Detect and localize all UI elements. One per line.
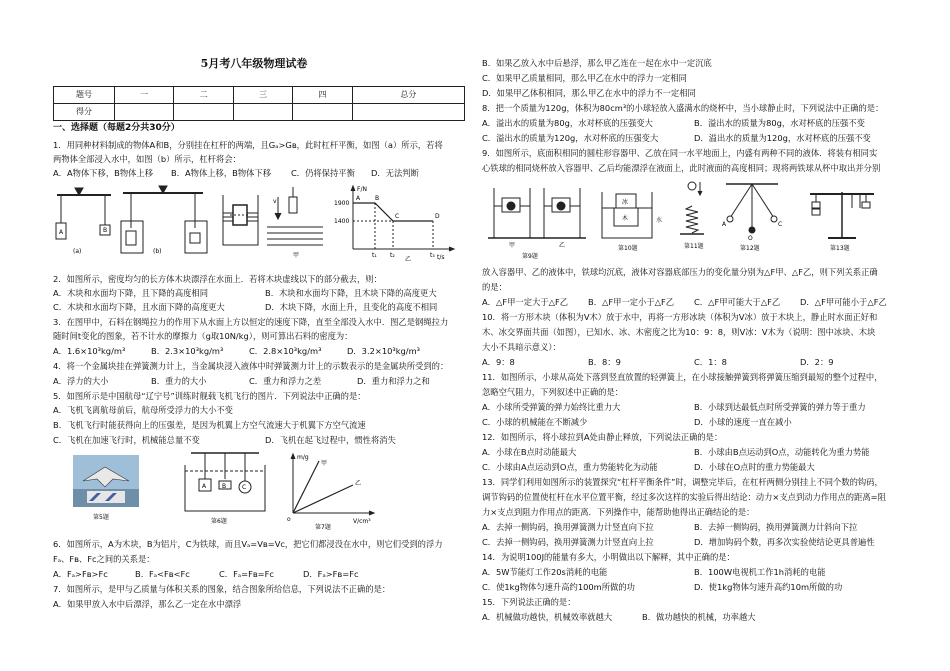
caption-q12: 第12题 — [740, 245, 760, 252]
q8-option-d[interactable]: D．溢出水的质量为120g，水对杯底的压强不变 — [694, 133, 871, 143]
q5-option-d[interactable]: D．飞机在起飞过程中，惯性将消失 — [265, 435, 396, 445]
q15-stem: 15．下列说法正确的是： — [482, 597, 576, 607]
q10-stem-line3: 大小不具暗示意义）： — [482, 342, 561, 352]
label-water: 水 — [656, 217, 663, 224]
score-row-label: 得分 — [54, 104, 115, 121]
score-header: 四 — [293, 87, 352, 104]
q3-options — [53, 347, 420, 355]
axis-t: t/s — [437, 254, 445, 261]
caption-q11: 第11题 — [684, 243, 704, 250]
q14-option-d[interactable]: D．使1kg物体匀速升高约10m所做的功 — [694, 582, 843, 592]
q4-option-b[interactable]: B．重力的大小 — [151, 376, 207, 386]
q3-stem-line1: 3．在图甲中，石料在钢绳拉力的作用下从水面上方以恒定的速度下降，直至全部没入水中．图乙是钢绳拉力 — [53, 317, 449, 327]
point-c: C — [395, 213, 400, 220]
tank-figure — [185, 453, 265, 511]
q9-stem-line4: 的是： — [482, 282, 507, 292]
score-header: 题号 — [54, 87, 115, 104]
q7-option-a[interactable]: A．如果甲放入水中后漂浮，那么乙一定在水中漂浮 — [53, 599, 242, 609]
q10-stem-line1: 10．将一方形木块（体积为V木）放于水中，再将一方形冰块（体积为V冰）放于木块上，静止时水面正好和 — [482, 312, 878, 322]
score-row — [54, 104, 465, 121]
q12-options-row1 — [482, 448, 870, 456]
q11-option-d[interactable]: D．小球的速度一直在减小 — [694, 417, 792, 427]
q13-option-a[interactable]: A．去掉一侧钩码，换用弹簧测力计竖直向下拉 — [482, 522, 654, 532]
q11-options-row1 — [482, 403, 866, 411]
label-v: v — [273, 198, 277, 205]
lever-stand-figure — [810, 192, 874, 238]
q2-option-d[interactable]: D．木块下降，水面上升，且变化的高度不相同 — [265, 302, 438, 312]
q14-options-row2 — [482, 583, 842, 591]
tick-1400: 1400 — [334, 218, 350, 225]
axis-m: m/g — [297, 454, 309, 461]
q15-option-a[interactable]: A．机械做功越快，机械效率就越大 — [482, 612, 613, 622]
q5-option-c[interactable]: C．飞机在加速飞行时，机械能总量不变 — [53, 435, 200, 445]
q11-stem-line1: 11．如图所示，小球从高处下落到竖直放置的轻弹簧上，在小球接触弹簧到将弹簧压缩到最短的整个过程中， — [482, 372, 883, 382]
pendulum-figure — [726, 184, 778, 233]
q9-option-a[interactable]: A．△F甲一定大于△F乙 — [482, 297, 569, 307]
q6-option-b[interactable]: B．Fₐ<Fʙ<Fᴄ — [135, 569, 190, 579]
score-header: 总分 — [352, 87, 464, 104]
q10-options — [482, 358, 834, 366]
q1-stem-line1: 1．用同种材料制成的物体A和B，分别挂在杠杆的两端，且Gₐ>Gʙ，此时杠杆平衡，如图（a）所示，若将 — [53, 140, 443, 150]
beaker-figure — [223, 195, 258, 245]
q5-options-row — [53, 436, 396, 444]
point-c12: C — [778, 221, 783, 228]
q14-option-a[interactable]: A．5W节能灯工作20s消耗的电能 — [482, 567, 608, 577]
exam-title: 5月考八年级物理试卷 — [200, 57, 308, 70]
obj-b: B — [222, 483, 227, 490]
score-header: 一 — [115, 87, 174, 104]
obj-a: A — [202, 483, 207, 490]
q12-option-b[interactable]: B．小球由B点运动到O点，动能转化为重力势能 — [694, 447, 870, 457]
point-a12: A — [722, 221, 727, 228]
caption-q6: 第6题 — [211, 518, 227, 525]
score-cell[interactable] — [115, 104, 174, 121]
q9-stem-line1: 9．如图所示，底面积相同的圆柱形容器甲、乙放在同一水平地面上，内盛有两种不同的液体．将装有相同实 — [482, 148, 878, 158]
q13-options-row1 — [482, 523, 857, 531]
caption-q13: 第13题 — [830, 245, 850, 252]
q5-q7-figures — [53, 451, 465, 531]
q14-options-row1 — [482, 568, 826, 576]
q13-option-c[interactable]: C．去掉一侧钩码，换用弹簧测力计竖直向上拉 — [482, 537, 654, 547]
q7-option-d[interactable]: D．如果甲乙体积相同，那么甲乙在水中的浮力不一定相同 — [482, 88, 696, 98]
q6-option-c[interactable]: C．Fₐ=Fʙ=Fᴄ — [219, 569, 274, 579]
q14-option-b[interactable]: B．100W电视机工作1h消耗的电能 — [694, 567, 826, 577]
q13-option-d[interactable]: D．增加钩码个数，再多次实验使结论更具普遍性 — [694, 537, 875, 547]
axis-vol: V/cm³ — [353, 518, 371, 525]
obj-c: C — [242, 484, 247, 491]
containers-figure — [488, 188, 586, 238]
q8-option-a[interactable]: A．溢出水的质量为80g，水对杯底的压强变大 — [482, 118, 653, 128]
q9-option-c[interactable]: C．△F甲可能大于△F乙 — [694, 297, 781, 307]
q9-stem-line2: 心铁球的相同烧杯放入容器甲、乙后均能漂浮在液面上，此时液面的高度相同；现将两铁球从杯中取出并分别 — [482, 163, 881, 173]
q1-q3-figures — [53, 183, 465, 263]
q7-option-b[interactable]: B．如果乙放入水中后悬浮，那么甲乙连在一起在水中一定沉底 — [482, 58, 712, 68]
q2-stem: 2．如图所示，密度均匀的长方体木块漂浮在水面上．若将木块虚线以下的部分截去，则： — [53, 274, 382, 284]
q3-option-d[interactable]: D．3.2×10³kg/m³ — [347, 346, 420, 356]
q12-option-c[interactable]: C．小球由A点运动到O点，重力势能转化为动能 — [482, 462, 658, 472]
caption-a: (a) — [73, 248, 82, 255]
spring-figure — [680, 182, 704, 234]
q13-option-b[interactable]: B．去掉一侧钩码，换用弹簧测力计斜向下拉 — [694, 522, 858, 532]
q5-option-b[interactable]: B．飞机飞行时能获得向上的压强差，是因为机翼上方空气流速大于机翼下方空气流速 — [53, 420, 366, 430]
label-a1: A — [59, 229, 64, 236]
q10-stem-line2: 木、冰交界面共面（如图），已知水、冰、木密度之比为10：9：8，则V冰：V木为（说明：图中冰块、木块 — [482, 327, 876, 337]
q2-option-a[interactable]: A．木块和水面均下降，且下降的高度相同 — [53, 288, 209, 298]
tick-t3: t₃ — [430, 252, 435, 259]
carrier-photo — [73, 455, 139, 507]
section-heading: 一、选择题（每题2分共30分） — [53, 123, 180, 133]
q14-stem: 14．为说明100J的能量有多大，小明做出以下解释，其中正确的是： — [482, 552, 735, 562]
q7-option-c[interactable]: C．如果甲乙质量相同，那么甲乙在水中的浮力一定相同 — [482, 73, 687, 83]
q13-stem-line1: 13．同学们利用如图所示的装置探究“杠杆平衡条件”时，调整完毕后，在杠杆两侧分别挂上不同个数的钩码， — [482, 477, 883, 487]
q11-option-b[interactable]: B．小球到达最低点时所受弹簧的弹力等于重力 — [694, 402, 866, 412]
q12-option-a[interactable]: A．小球在B点时动能最大 — [482, 447, 577, 457]
q14-option-c[interactable]: C．使1kg物体匀速升高约100m所做的功 — [482, 582, 635, 592]
q2-options-row2 — [53, 303, 437, 311]
q4-option-a[interactable]: A．浮力的大小 — [53, 376, 109, 386]
line-jia: 甲 — [321, 460, 328, 467]
label-b1: B — [103, 227, 108, 234]
point-o12: O — [748, 235, 753, 242]
q8-options-row2 — [482, 134, 871, 142]
score-cell[interactable] — [233, 104, 292, 121]
q4-option-d[interactable]: D．重力和浮力之和 — [357, 376, 430, 386]
q6-stem-line2: Fₐ、Fʙ、Fᴄ之间的关系是： — [53, 554, 155, 564]
mass-volume-graph — [291, 454, 374, 515]
q6-option-a[interactable]: A．Fₐ>Fʙ>Fᴄ — [53, 569, 108, 579]
score-cell[interactable] — [293, 104, 352, 121]
caption-b: (b) — [153, 248, 162, 255]
q13-stem-line2: 调节钩码的位置使杠杆在水平位置平衡，经过多次这样的实验后得出结论：动力×支点到动力作用点的距离=阻 — [482, 492, 886, 502]
q3-option-a[interactable]: A．1.6×10³kg/m³ — [53, 346, 126, 356]
stone-figure — [267, 187, 323, 245]
origin: o — [287, 516, 291, 523]
q8-option-b[interactable]: B．溢出水的质量为80g，水对杯底的压强不变 — [694, 118, 865, 128]
score-table — [53, 86, 465, 121]
tick-1900: 1900 — [334, 200, 350, 207]
caption-q7: 第7题 — [315, 524, 331, 531]
caption-q10: 第10题 — [618, 245, 638, 252]
q1-option-d[interactable]: D．无法判断 — [371, 168, 419, 178]
q15-options — [482, 613, 756, 621]
q8-option-c[interactable]: C．溢出水的质量为120g，水对杯底的压强变大 — [482, 133, 659, 143]
q11-options-row2 — [482, 418, 792, 426]
q2-option-c[interactable]: C．木块和水面均下降，且水面下降的高度更大 — [53, 302, 225, 312]
q3-option-b[interactable]: B．2.3×10³kg/m³ — [151, 346, 224, 356]
q2-options-row1 — [53, 289, 437, 297]
q9-q13-figures — [482, 178, 912, 260]
score-header-row — [54, 87, 465, 104]
q9-options — [482, 298, 887, 306]
container-yi: 乙 — [559, 242, 566, 249]
q4-options — [53, 377, 430, 385]
q5-stem: 5．如图所示是中国航母“辽宁号”训练时舰载飞机飞行的图片．下列说法中正确的是： — [53, 391, 366, 401]
score-cell[interactable] — [174, 104, 233, 121]
q13-stem-line3: 力×支点到阻力作用点的距离．下列操作中，能帮助他得出正确结论的是： — [482, 507, 755, 517]
q9-option-b[interactable]: B．△F甲一定小于△F乙 — [588, 297, 675, 307]
label-yi1: 乙 — [405, 256, 412, 263]
q5-option-a[interactable]: A．飞机飞离航母前后，航母所受浮力的大小不变 — [53, 405, 233, 415]
q12-option-d[interactable]: D．小球在O点时的重力势能最大 — [694, 462, 815, 472]
score-cell[interactable] — [352, 104, 464, 121]
q3-option-c[interactable]: C．2.8×10³kg/m³ — [249, 346, 322, 356]
q8-options-row1 — [482, 119, 865, 127]
q10-option-b[interactable]: B．8：9 — [588, 357, 621, 367]
q7-stem: 7．如图所示，是甲与乙质量与体积关系的图象，结合图象所给信息，下列说法不正确的是： — [53, 584, 391, 594]
q12-stem: 12．如图所示，将小球拉到A处由静止释放，下列说法正确的是： — [482, 432, 723, 442]
q2-option-b[interactable]: B．木块和水面均下降，且木块下降的高度更大 — [265, 288, 437, 298]
q4-stem: 4．将一个金属块挂在弹簧测力计上，当金属块浸入液体中时弹簧测力计上的示数表示的是金属块所受到的： — [53, 361, 449, 371]
tick-t1: t₁ — [372, 252, 377, 259]
point-d: D — [435, 213, 440, 220]
q6-option-d[interactable]: D．Fₐ>Fʙ=Fᴄ — [303, 569, 359, 579]
q3-stem-line2: 随时间t变化的图象，若不计水的摩擦力（g取10N/kg），则可算出石料的密度为： — [53, 331, 353, 341]
point-b: B — [375, 195, 380, 202]
block-ice: 冰 — [622, 199, 629, 206]
tick-t2: t₂ — [390, 252, 395, 259]
line-yi: 乙 — [355, 480, 362, 487]
q4-option-c[interactable]: C．重力和浮力之差 — [249, 376, 322, 386]
block-wood: 木 — [622, 215, 629, 222]
q6-options — [53, 570, 359, 578]
q11-stem-line2: 忽略空气阻力，下列叙述中正确的是： — [482, 387, 624, 397]
q10-option-c[interactable]: C．1：8 — [694, 357, 727, 367]
q9-stem-line3: 放入容器甲、乙的液体中，铁球均沉底，液体对容器底部压力的变化量分别为△F甲、△F乙，则下列关系正确 — [482, 267, 878, 277]
q1-option-a[interactable]: A．A物体下移，B物体上移 — [53, 168, 154, 178]
q11-option-a[interactable]: A．小球所受弹簧的弹力始终比重力大 — [482, 402, 621, 412]
q8-stem: 8．把一个质量为120g，体积为80cm³的小球轻放入盛满水的烧杯中，当小球静止时，下列说法中正确的是： — [482, 103, 884, 113]
q1-stem-line2: 两物体全部浸入水中，如图（b）所示，杠杆将会： — [53, 154, 241, 164]
q10-option-a[interactable]: A．9：8 — [482, 357, 515, 367]
caption-q9: 第9题 — [522, 253, 538, 260]
q1-options — [53, 169, 419, 177]
q1-option-c[interactable]: C．仍将保持平衡 — [291, 168, 355, 178]
q13-options-row2 — [482, 538, 875, 546]
q6-stem-line1: 6．如图所示，A为木块，B为铝片，C为铁球，而且Vₐ=Vʙ=Vᴄ，把它们都浸没在水中，则它们受到的浮力 — [53, 539, 443, 549]
q9-option-d[interactable]: D．△F甲可能小于△F乙 — [800, 297, 887, 307]
axis-f: F/N — [357, 186, 367, 193]
q10-option-d[interactable]: D．2：9 — [800, 357, 834, 367]
score-header: 二 — [174, 87, 233, 104]
caption-q5: 第5题 — [93, 514, 109, 521]
container-jia: 甲 — [509, 242, 516, 249]
lever-figure-b — [121, 186, 207, 253]
label-jia1: 甲 — [293, 252, 300, 259]
q15-option-b[interactable]: B．做功越快的机械，功率越大 — [642, 612, 756, 622]
q11-option-c[interactable]: C．小球的机械能在不断减少 — [482, 417, 588, 427]
score-header: 三 — [233, 87, 292, 104]
q1-option-b[interactable]: B．A物体上移，B物体下移 — [171, 168, 272, 178]
q12-options-row2 — [482, 463, 815, 471]
point-a: A — [356, 195, 361, 202]
